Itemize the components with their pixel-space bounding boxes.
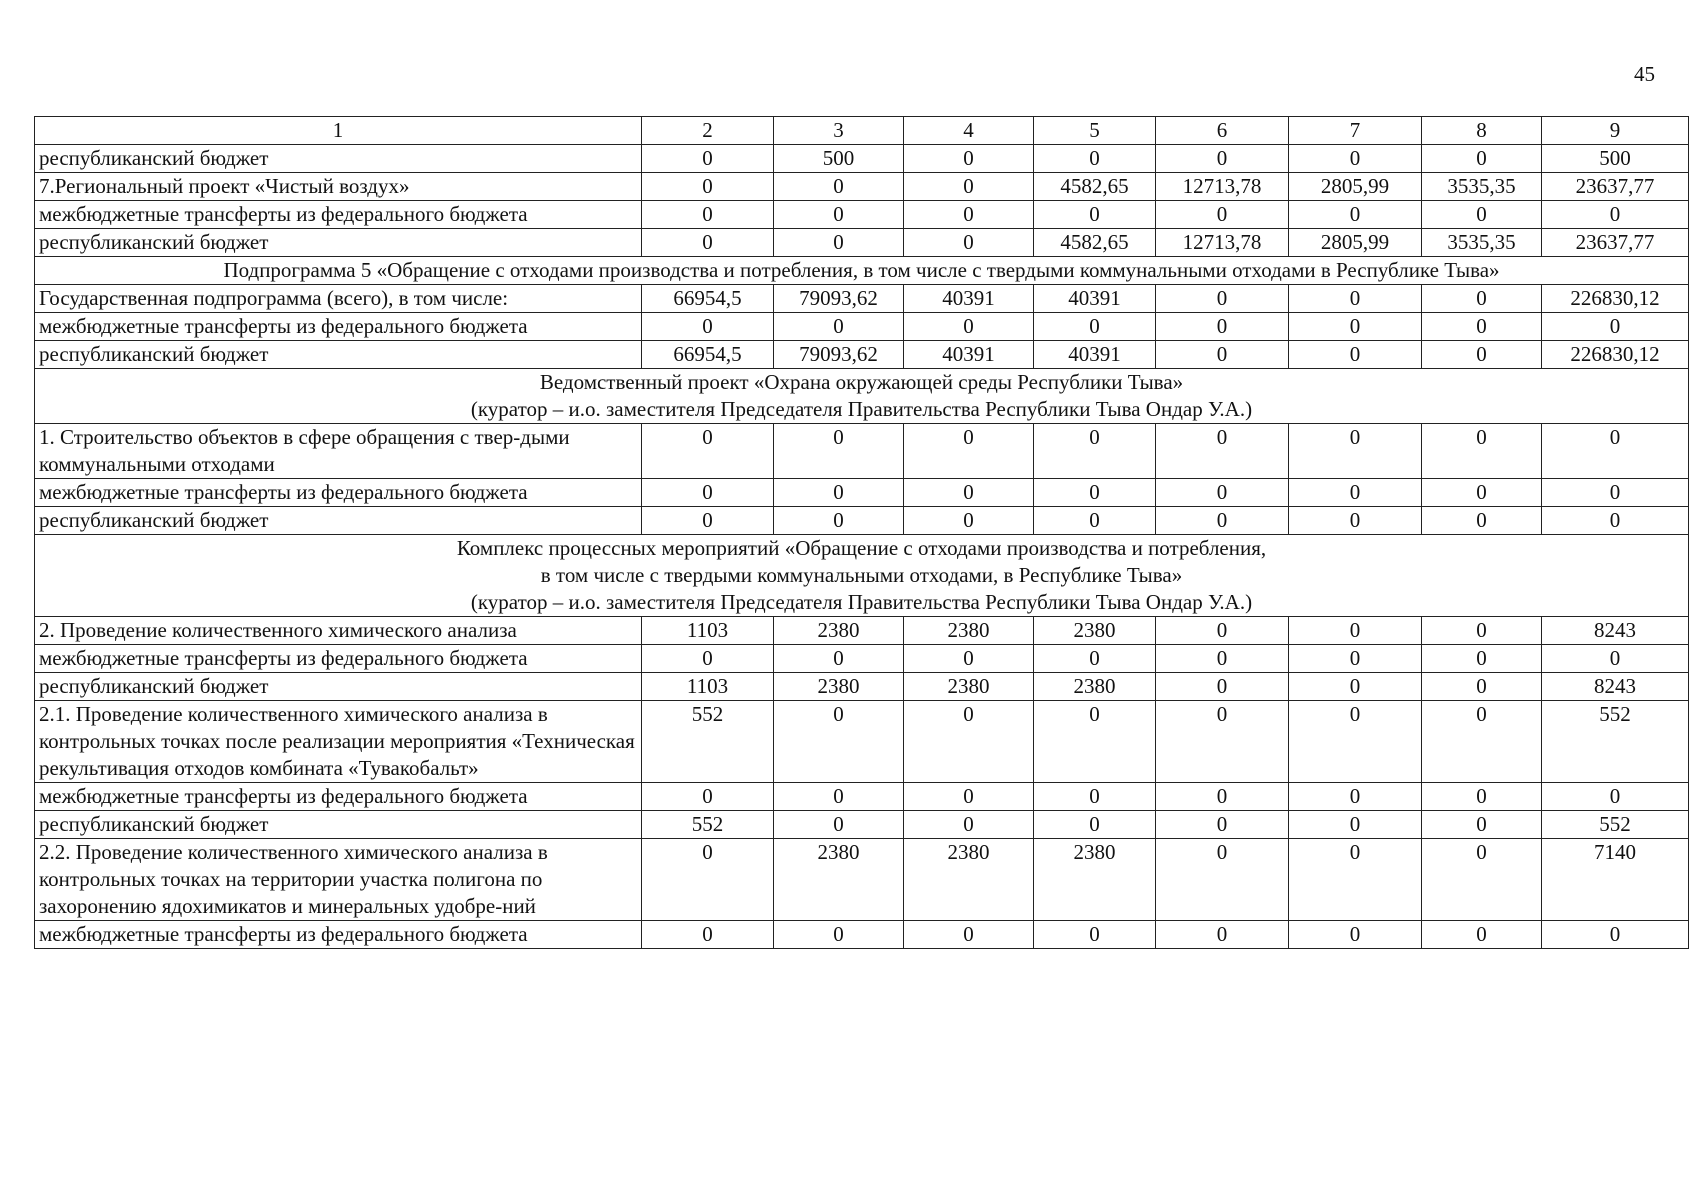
table-row — [35, 313, 1689, 341]
row-label: республиканский бюджет — [35, 673, 642, 701]
value-cell: 23637,77 — [1542, 229, 1689, 257]
value-cell: 0 — [1422, 145, 1542, 173]
value-cell: 0 — [1542, 921, 1689, 949]
value-cell: 79093,62 — [774, 285, 904, 313]
value-cell: 0 — [642, 645, 774, 673]
value-cell: 0 — [1422, 313, 1542, 341]
table-row — [35, 673, 1689, 701]
value-cell: 0 — [1542, 201, 1689, 229]
value-cell: 0 — [774, 479, 904, 507]
value-cell: 552 — [1542, 701, 1689, 783]
value-cell: 0 — [774, 173, 904, 201]
header-cell: 4 — [904, 117, 1034, 145]
value-cell: 0 — [1422, 479, 1542, 507]
row-label: республиканский бюджет — [35, 811, 642, 839]
value-cell: 0 — [1422, 645, 1542, 673]
row-label: 1. Строительство объектов в сфере обращения с твер-дыми коммунальными отходами — [35, 424, 642, 479]
value-cell: 0 — [904, 145, 1034, 173]
page-number: 45 — [1634, 62, 1655, 86]
value-cell: 0 — [1422, 507, 1542, 535]
value-cell: 0 — [1542, 424, 1689, 479]
row-label: межбюджетные трансферты из федерального бюджета — [35, 921, 642, 949]
value-cell: 552 — [642, 701, 774, 783]
header-cell: 6 — [1156, 117, 1289, 145]
value-cell: 0 — [642, 145, 774, 173]
section-title-line: (куратор – и.о. заместителя Председателя Правительства Республики Тыва Ондар У.А.) — [470, 590, 1253, 614]
value-cell: 0 — [904, 229, 1034, 257]
row-label: межбюджетные трансферты из федерального бюджета — [35, 645, 642, 673]
value-cell: 0 — [1289, 645, 1422, 673]
table-row — [35, 921, 1689, 949]
value-cell: 552 — [1542, 811, 1689, 839]
value-cell: 0 — [1289, 201, 1422, 229]
value-cell: 0 — [1422, 617, 1542, 645]
table-row — [35, 229, 1689, 257]
value-cell: 226830,12 — [1542, 285, 1689, 313]
value-cell: 1103 — [642, 673, 774, 701]
value-cell: 12713,78 — [1156, 173, 1289, 201]
value-cell: 4582,65 — [1034, 173, 1156, 201]
value-cell: 0 — [1542, 313, 1689, 341]
value-cell: 0 — [774, 229, 904, 257]
value-cell: 0 — [1289, 811, 1422, 839]
value-cell: 500 — [1542, 145, 1689, 173]
value-cell: 0 — [1422, 673, 1542, 701]
budget-table — [34, 116, 1689, 949]
value-cell: 79093,62 — [774, 341, 904, 369]
value-cell: 0 — [642, 783, 774, 811]
row-label: республиканский бюджет — [35, 341, 642, 369]
value-cell: 40391 — [1034, 285, 1156, 313]
value-cell: 0 — [1156, 783, 1289, 811]
value-cell: 0 — [1034, 479, 1156, 507]
value-cell: 0 — [1034, 783, 1156, 811]
value-cell: 0 — [1034, 424, 1156, 479]
section-row — [35, 257, 1689, 285]
value-cell: 7140 — [1542, 839, 1689, 921]
value-cell: 0 — [774, 921, 904, 949]
table-body — [35, 117, 1689, 949]
value-cell: 0 — [1542, 507, 1689, 535]
table-row — [35, 145, 1689, 173]
value-cell: 0 — [1289, 313, 1422, 341]
value-cell: 0 — [1289, 285, 1422, 313]
value-cell: 0 — [1034, 921, 1156, 949]
value-cell: 0 — [1034, 145, 1156, 173]
value-cell: 0 — [904, 201, 1034, 229]
value-cell: 0 — [1289, 839, 1422, 921]
value-cell: 0 — [904, 921, 1034, 949]
table-row — [35, 783, 1689, 811]
value-cell: 0 — [1156, 341, 1289, 369]
value-cell: 2380 — [1034, 617, 1156, 645]
value-cell: 2380 — [774, 839, 904, 921]
header-cell: 8 — [1422, 117, 1542, 145]
value-cell: 40391 — [904, 341, 1034, 369]
value-cell: 0 — [1034, 507, 1156, 535]
value-cell: 0 — [642, 479, 774, 507]
row-label: республиканский бюджет — [35, 507, 642, 535]
value-cell: 0 — [1422, 839, 1542, 921]
value-cell: 0 — [1422, 811, 1542, 839]
value-cell: 0 — [642, 173, 774, 201]
value-cell: 0 — [774, 313, 904, 341]
value-cell: 2380 — [904, 617, 1034, 645]
value-cell: 0 — [1422, 341, 1542, 369]
row-label: 2.1. Проведение количественного химического анализа в контрольных точках после реализации мероприятия «Техническая рекультивация отходов комбината «Тувакобальт» — [35, 701, 642, 783]
value-cell: 0 — [904, 645, 1034, 673]
table-row — [35, 617, 1689, 645]
value-cell: 0 — [774, 811, 904, 839]
row-label: межбюджетные трансферты из федерального бюджета — [35, 783, 642, 811]
section-title — [35, 257, 1689, 285]
value-cell: 0 — [1156, 285, 1289, 313]
value-cell: 0 — [642, 507, 774, 535]
row-label: республиканский бюджет — [35, 145, 642, 173]
section-row — [35, 535, 1689, 617]
table-row — [35, 341, 1689, 369]
table-row — [35, 424, 1689, 479]
value-cell: 0 — [1422, 921, 1542, 949]
table-row — [35, 173, 1689, 201]
value-cell: 0 — [642, 201, 774, 229]
value-cell: 0 — [1289, 145, 1422, 173]
value-cell: 0 — [1289, 479, 1422, 507]
header-row — [35, 117, 1689, 145]
section-title-line: Ведомственный проект «Охрана окружающей среды Республики Тыва» — [539, 370, 1184, 394]
section-title-line: Подпрограмма 5 «Обращение с отходами производства и потребления, в том числе с твердыми коммунальными отходами в Республике Тыва» — [223, 258, 1500, 282]
value-cell: 0 — [904, 479, 1034, 507]
row-label: Государственная подпрограмма (всего), в том числе: — [35, 285, 642, 313]
value-cell: 0 — [1156, 507, 1289, 535]
value-cell: 0 — [642, 839, 774, 921]
value-cell: 3535,35 — [1422, 173, 1542, 201]
value-cell: 2380 — [1034, 673, 1156, 701]
value-cell: 1103 — [642, 617, 774, 645]
value-cell: 0 — [1422, 701, 1542, 783]
value-cell: 0 — [1156, 701, 1289, 783]
value-cell: 0 — [774, 507, 904, 535]
value-cell: 40391 — [904, 285, 1034, 313]
section-row — [35, 369, 1689, 424]
value-cell: 0 — [904, 424, 1034, 479]
value-cell: 0 — [774, 783, 904, 811]
value-cell: 2380 — [904, 673, 1034, 701]
value-cell: 0 — [1289, 617, 1422, 645]
value-cell: 0 — [1156, 839, 1289, 921]
value-cell: 0 — [1156, 645, 1289, 673]
value-cell: 0 — [1289, 701, 1422, 783]
value-cell: 0 — [774, 424, 904, 479]
value-cell: 0 — [1156, 811, 1289, 839]
value-cell: 2380 — [904, 839, 1034, 921]
value-cell: 2805,99 — [1289, 229, 1422, 257]
value-cell: 0 — [1156, 313, 1289, 341]
value-cell: 226830,12 — [1542, 341, 1689, 369]
table-row — [35, 839, 1689, 921]
row-label: республиканский бюджет — [35, 229, 642, 257]
value-cell: 0 — [1034, 313, 1156, 341]
value-cell: 0 — [642, 424, 774, 479]
row-label: межбюджетные трансферты из федерального бюджета — [35, 313, 642, 341]
value-cell: 0 — [1422, 285, 1542, 313]
value-cell: 0 — [1542, 783, 1689, 811]
value-cell: 0 — [1289, 673, 1422, 701]
value-cell: 0 — [1289, 424, 1422, 479]
value-cell: 0 — [904, 811, 1034, 839]
value-cell: 66954,5 — [642, 285, 774, 313]
section-title-line: в том числе с твердыми коммунальными отходами, в Республике Тыва» — [540, 563, 1183, 587]
table-row — [35, 285, 1689, 313]
value-cell: 0 — [904, 173, 1034, 201]
table-row — [35, 645, 1689, 673]
header-cell: 7 — [1289, 117, 1422, 145]
value-cell: 0 — [904, 701, 1034, 783]
header-cell: 2 — [642, 117, 774, 145]
row-label: межбюджетные трансферты из федерального бюджета — [35, 479, 642, 507]
header-cell: 9 — [1542, 117, 1689, 145]
value-cell: 0 — [1034, 701, 1156, 783]
row-label: межбюджетные трансферты из федерального бюджета — [35, 201, 642, 229]
value-cell: 0 — [904, 313, 1034, 341]
value-cell: 0 — [1034, 201, 1156, 229]
value-cell: 500 — [774, 145, 904, 173]
section-title-line: Комплекс процессных мероприятий «Обращение с отходами производства и потребления, — [456, 536, 1267, 560]
value-cell: 3535,35 — [1422, 229, 1542, 257]
value-cell: 0 — [1034, 645, 1156, 673]
value-cell: 23637,77 — [1542, 173, 1689, 201]
value-cell: 12713,78 — [1156, 229, 1289, 257]
row-label: 2.2. Проведение количественного химического анализа в контрольных точках на территории участка полигона по захоронению ядохимикатов и минеральных удобре-ний — [35, 839, 642, 921]
row-label: 2. Проведение количественного химического анализа — [35, 617, 642, 645]
value-cell: 0 — [1156, 673, 1289, 701]
value-cell: 0 — [904, 507, 1034, 535]
value-cell: 0 — [1156, 145, 1289, 173]
value-cell: 2380 — [774, 617, 904, 645]
value-cell: 0 — [1422, 783, 1542, 811]
value-cell: 0 — [1156, 617, 1289, 645]
section-title — [35, 369, 1689, 424]
value-cell: 0 — [1156, 424, 1289, 479]
value-cell: 0 — [774, 701, 904, 783]
value-cell: 0 — [1422, 201, 1542, 229]
header-cell: 1 — [35, 117, 642, 145]
value-cell: 0 — [642, 313, 774, 341]
value-cell: 0 — [1289, 921, 1422, 949]
value-cell: 0 — [1422, 424, 1542, 479]
value-cell: 0 — [1034, 811, 1156, 839]
table-row — [35, 701, 1689, 783]
value-cell: 0 — [1289, 341, 1422, 369]
table-row — [35, 507, 1689, 535]
table-row — [35, 479, 1689, 507]
value-cell: 0 — [1289, 783, 1422, 811]
section-title-line: (куратор – и.о. заместителя Председателя Правительства Республики Тыва Ондар У.А.) — [470, 397, 1253, 421]
header-cell: 3 — [774, 117, 904, 145]
value-cell: 2380 — [1034, 839, 1156, 921]
value-cell: 0 — [774, 201, 904, 229]
value-cell: 66954,5 — [642, 341, 774, 369]
table-row — [35, 201, 1689, 229]
value-cell: 40391 — [1034, 341, 1156, 369]
value-cell: 2380 — [774, 673, 904, 701]
value-cell: 0 — [1542, 479, 1689, 507]
value-cell: 0 — [1542, 645, 1689, 673]
value-cell: 0 — [1289, 507, 1422, 535]
value-cell: 4582,65 — [1034, 229, 1156, 257]
value-cell: 8243 — [1542, 673, 1689, 701]
value-cell: 0 — [642, 229, 774, 257]
row-label: 7.Региональный проект «Чистый воздух» — [35, 173, 642, 201]
header-cell: 5 — [1034, 117, 1156, 145]
value-cell: 0 — [642, 921, 774, 949]
section-title — [35, 535, 1689, 617]
value-cell: 0 — [904, 783, 1034, 811]
value-cell: 0 — [774, 645, 904, 673]
value-cell: 0 — [1156, 201, 1289, 229]
value-cell: 0 — [1156, 921, 1289, 949]
value-cell: 0 — [1156, 479, 1289, 507]
table-row — [35, 811, 1689, 839]
value-cell: 2805,99 — [1289, 173, 1422, 201]
value-cell: 8243 — [1542, 617, 1689, 645]
value-cell: 552 — [642, 811, 774, 839]
